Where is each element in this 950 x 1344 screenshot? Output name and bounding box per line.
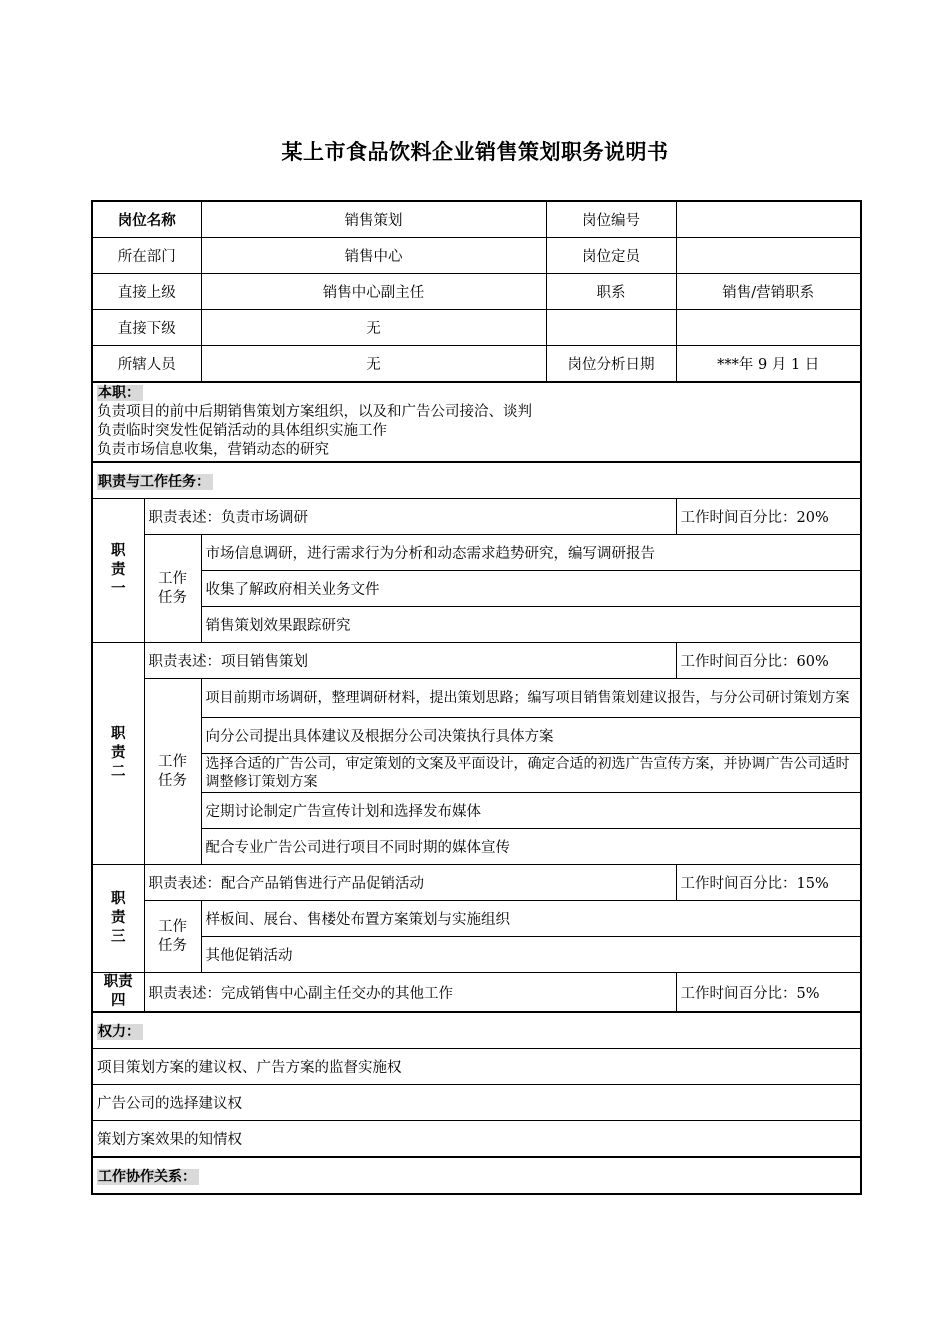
duty-2-name <box>92 643 144 865</box>
duty-2-task-2: 向分公司提出具体建议及根据分公司决策执行具体方案 <box>201 718 861 754</box>
duty-2-task-row <box>92 679 861 718</box>
duty-1-task-1: 市场信息调研，进行需求行为分析和动态需求趋势研究，编写调研报告 <box>201 535 861 571</box>
duty-2-task-4: 定期讨论制定广告宣传计划和选择发布媒体 <box>201 793 861 829</box>
duty-3-desc: 职责表述：配合产品销售进行产品促销活动 <box>144 865 676 901</box>
duty-3-pct: 工作时间百分比：15% <box>676 865 861 901</box>
duty-2-task-5: 配合专业广告公司进行项目不同时期的媒体宣传 <box>201 829 861 865</box>
authority-item-3: 策划方案效果的知情权 <box>92 1121 861 1158</box>
duty-2-desc: 职责表述：项目销售策划 <box>144 643 676 679</box>
superior-label: 直接上级 <box>92 274 201 310</box>
duties-label: 职责与工作任务： <box>97 474 213 490</box>
authority-row <box>92 1121 861 1158</box>
empty-cell <box>546 310 676 346</box>
duty-4-name-text: 职责四 <box>103 974 133 1009</box>
headcount-label: 岗位定员 <box>546 238 676 274</box>
duty-3-name-text: 职责三 <box>111 891 126 945</box>
empty-cell <box>676 310 861 346</box>
duty-3-task-label <box>144 901 201 973</box>
duty-3-name <box>92 865 144 973</box>
duty-1-task-3: 销售策划效果跟踪研究 <box>201 607 861 643</box>
cooperation-section-header <box>92 1157 861 1194</box>
authority-row <box>92 1085 861 1121</box>
analysis-date-label: 岗位分析日期 <box>546 346 676 383</box>
duty-2-task-row <box>92 718 861 754</box>
duty-2-task-row <box>92 754 861 793</box>
managed-label: 所辖人员 <box>92 346 201 383</box>
authority-label: 权力： <box>97 1024 143 1040</box>
position-code-label: 岗位编号 <box>546 201 676 238</box>
core-line: 负责临时突发性促销活动的具体组织实施工作 <box>97 423 387 439</box>
task-label-text: 工作任务 <box>158 918 187 954</box>
duty-3-task-2: 其他促销活动 <box>201 937 861 973</box>
authority-item-2: 广告公司的选择建议权 <box>92 1085 861 1121</box>
duty-4-desc: 职责表述：完成销售中心副主任交办的其他工作 <box>144 973 676 1013</box>
duty-1-task-row <box>92 571 861 607</box>
duty-4-pct: 工作时间百分比：5% <box>676 973 861 1013</box>
row-core <box>92 382 861 462</box>
duty-2-task-3: 选择合适的广告公司，审定策划的文案及平面设计，确定合适的初选广告宣传方案，并协调广告公司适时调整修订策划方案 <box>201 754 861 793</box>
duty-3-task-row <box>92 901 861 937</box>
duty-2-desc-row <box>92 643 861 679</box>
row-cooperation-label <box>92 1157 861 1194</box>
managed-value: 无 <box>201 346 546 383</box>
position-name-label: 岗位名称 <box>92 201 201 238</box>
row-superior <box>92 274 861 310</box>
position-name-value: 销售策划 <box>201 201 546 238</box>
core-line: 负责项目的前中后期销售策划方案组织，以及和广告公司接洽、谈判 <box>97 404 532 420</box>
duty-2-name-text: 职责二 <box>111 726 126 780</box>
core-line: 负责市场信息收集，营销动态的研究 <box>97 442 329 458</box>
authority-section-header <box>92 1012 861 1049</box>
analysis-date-value: ***年 9 月 1 日 <box>676 346 861 383</box>
duties-section-header <box>92 462 861 499</box>
duty-1-name <box>92 499 144 643</box>
row-subordinate <box>92 310 861 346</box>
task-label-text: 工作任务 <box>158 753 187 789</box>
duty-3-desc-row <box>92 865 861 901</box>
duty-1-desc: 职责表述：负责市场调研 <box>144 499 676 535</box>
duty-4-name <box>92 973 144 1013</box>
department-label: 所在部门 <box>92 238 201 274</box>
duty-2-task-row <box>92 829 861 865</box>
job-family-label: 职系 <box>546 274 676 310</box>
superior-value: 销售中心副主任 <box>201 274 546 310</box>
job-family-value: 销售/营销职系 <box>676 274 861 310</box>
authority-item-1: 项目策划方案的建议权、广告方案的监督实施权 <box>92 1049 861 1085</box>
row-managed <box>92 346 861 383</box>
duty-1-pct: 工作时间百分比：20% <box>676 499 861 535</box>
duty-1-desc-row <box>92 499 861 535</box>
headcount-value <box>676 238 861 274</box>
duty-2-task-label <box>144 679 201 865</box>
row-duties-label <box>92 462 861 499</box>
duty-1-name-text: 职责一 <box>111 543 126 597</box>
duty-2-pct: 工作时间百分比：60% <box>676 643 861 679</box>
duty-1-task-2: 收集了解政府相关业务文件 <box>201 571 861 607</box>
core-label: 本职： <box>97 385 143 401</box>
page-title: 某上市食品饮料企业销售策划职务说明书 <box>281 140 669 164</box>
row-authority-label <box>92 1012 861 1049</box>
duty-3-task-row <box>92 937 861 973</box>
duty-1-task-label <box>144 535 201 643</box>
subordinate-label: 直接下级 <box>92 310 201 346</box>
duty-2-task-row <box>92 793 861 829</box>
department-value: 销售中心 <box>201 238 546 274</box>
duty-1-task-row <box>92 535 861 571</box>
core-section <box>92 382 861 462</box>
duty-4-desc-row <box>92 973 861 1013</box>
duty-2-task-1: 项目前期市场调研，整理调研材料，提出策划思路；编写项目销售策划建议报告，与分公司研讨策划方案 <box>201 679 861 718</box>
row-department <box>92 238 861 274</box>
cooperation-label: 工作协作关系： <box>97 1169 199 1185</box>
position-code-value <box>676 201 861 238</box>
authority-row <box>92 1049 861 1085</box>
duty-1-task-row <box>92 607 861 643</box>
job-description-table <box>91 200 862 1195</box>
task-label-text: 工作任务 <box>158 570 187 606</box>
duty-3-task-1: 样板间、展台、售楼处布置方案策划与实施组织 <box>201 901 861 937</box>
row-position-name <box>92 201 861 238</box>
subordinate-value: 无 <box>201 310 546 346</box>
